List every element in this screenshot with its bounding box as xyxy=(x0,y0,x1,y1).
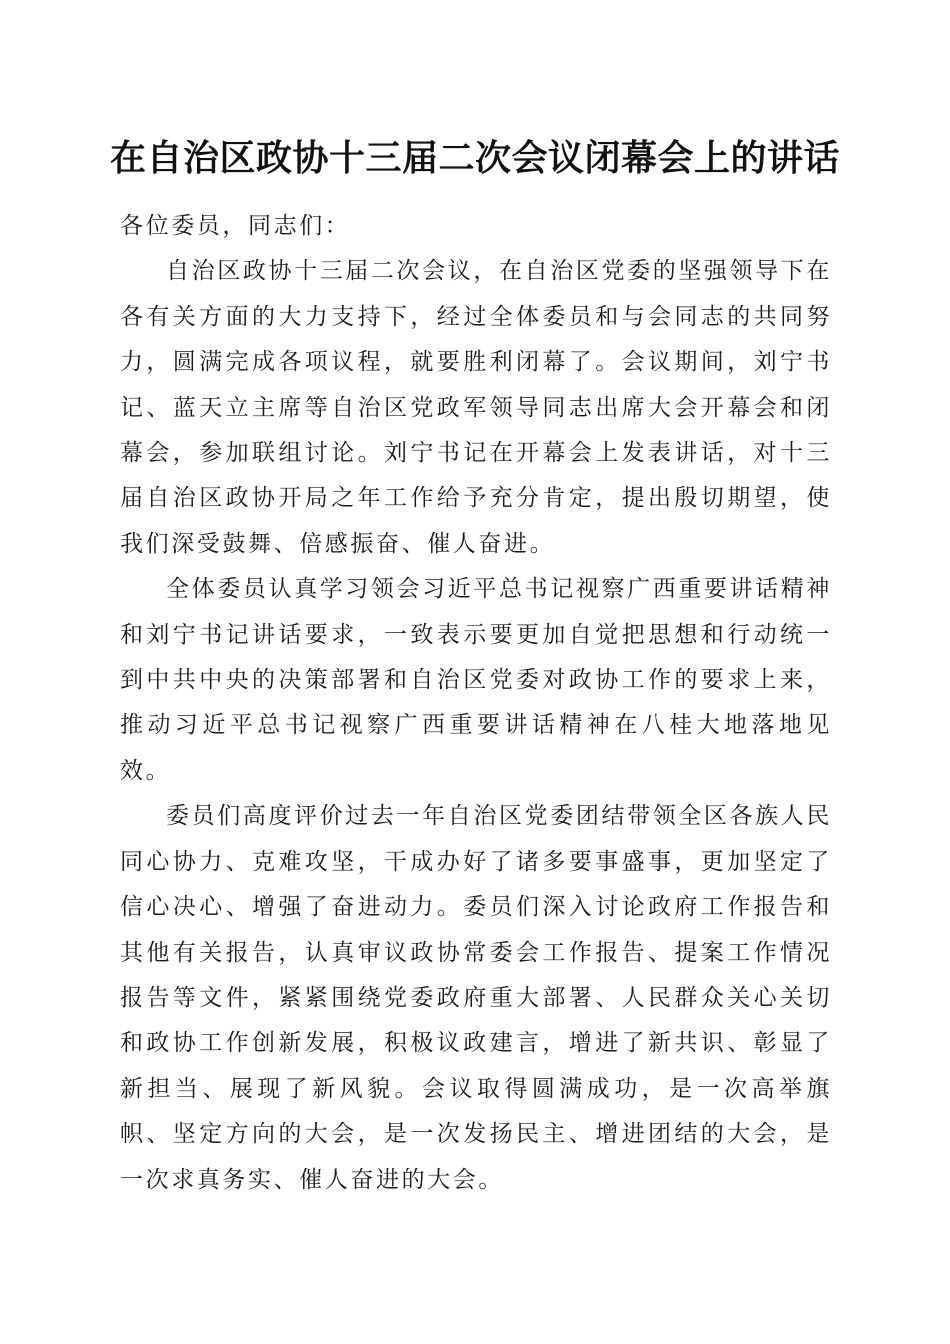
paragraph-1: 自治区政协十三届二次会议，在自治区党委的坚强领导下在各有关方面的大力支持下，经过全体委员和与会同志的共同努力，圆满完成各项议程，就要胜利闭幕了。会议期间，刘宁书记、蓝天立主席等自治区党政军领导同志出席大会开幕会和闭幕会，参加联组讨论。刘宁书记在开幕会上发表讲话，对十三届自治区政协开局之年工作给予充分肯定，提出殷切期望，使我们深受鼓舞、倍感振奋、催人奋进。 xyxy=(120,258,832,557)
document-body xyxy=(120,204,832,1203)
paragraph-3: 委员们高度评价过去一年自治区党委团结带领全区各族人民同心协力、克难攻坚，干成办好了诸多要事盛事，更加坚定了信心决心、增强了奋进动力。委员们深入讨论政府工作报告和其他有关报告，认真审议政协常委会工作报告、提案工作情况报告等文件，紧紧围绕党委政府重大部署、人民群众关心关切和政协工作创新发展，积极议政建言，增进了新共识、彰显了新担当、展现了新风貌。会议取得圆满成功，是一次高举旗帜、坚定方向的大会，是一次发扬民主、增进团结的大会，是一次求真务实、催人奋进的大会。 xyxy=(120,803,832,1193)
paragraph-2: 全体委员认真学习领会习近平总书记视察广西重要讲话精神和刘宁书记讲话要求，一致表示要更加自觉把思想和行动统一到中共中央的决策部署和自治区党委对政协工作的要求上来，推动习近平总书记视察广西重要讲话精神在八桂大地落地见效。 xyxy=(120,576,832,784)
document-title: 在自治区政协十三届二次会议闭幕会上的讲话 xyxy=(109,137,840,179)
salutation: 各位委员，同志们： xyxy=(120,213,351,239)
